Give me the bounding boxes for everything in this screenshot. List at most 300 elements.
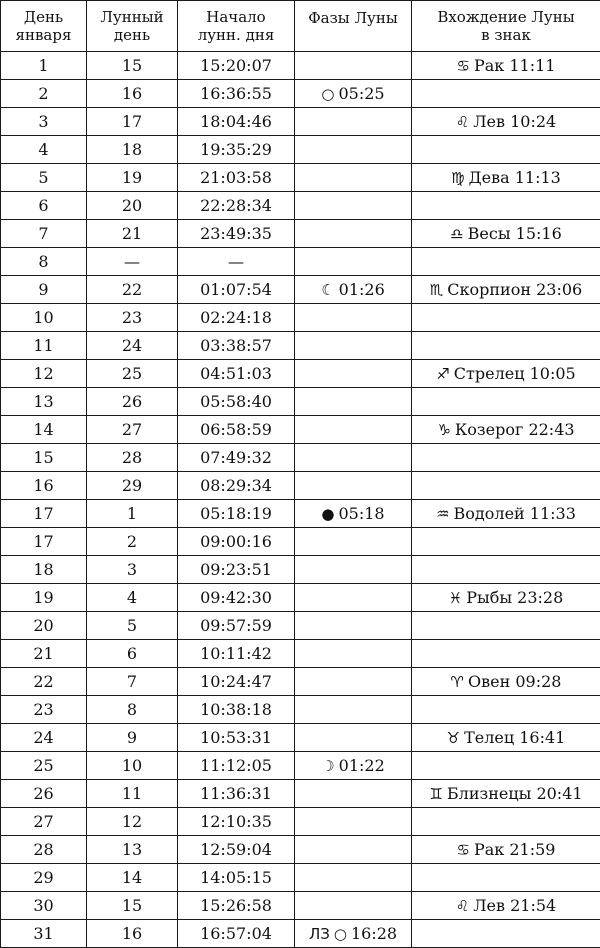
day-value: 11	[33, 336, 53, 355]
cell-start	[178, 696, 295, 724]
cell-day	[1, 640, 87, 668]
table-row	[1, 528, 600, 556]
header-lunar-day	[87, 1, 178, 52]
start-time-value: 12:59:04	[200, 840, 272, 859]
lunar-day-value: 15	[122, 896, 142, 915]
cell-day	[1, 80, 87, 108]
cell-start	[178, 220, 295, 248]
zodiac-icon: ♌	[456, 897, 469, 915]
cell-lunar-day	[87, 360, 178, 388]
start-time-value: 23:49:35	[200, 224, 272, 243]
cell-start	[178, 248, 295, 276]
cell-start	[178, 164, 295, 192]
lunar-day-value: 12	[122, 812, 142, 831]
header-start	[178, 1, 295, 52]
lunar-day-value: 5	[127, 616, 137, 635]
cell-day	[1, 276, 87, 304]
table-row	[1, 696, 600, 724]
cell-lunar-day	[87, 920, 178, 948]
cell-lunar-day	[87, 304, 178, 332]
sign-entry-value: Козерог 22:43	[455, 420, 575, 439]
table-row	[1, 612, 600, 640]
start-time-value: 10:24:47	[200, 672, 272, 691]
cell-start	[178, 108, 295, 136]
header-phase-label: Фазы Луны	[295, 9, 411, 27]
sign-entry-value: Телец 16:41	[464, 728, 565, 747]
day-value: 21	[33, 644, 53, 663]
start-time-value: 16:57:04	[200, 924, 272, 943]
cell-lunar-day	[87, 556, 178, 584]
lunar-day-value: 4	[127, 588, 137, 607]
phase-prefix: ЛЗ	[309, 925, 330, 943]
cell-sign	[412, 892, 600, 920]
cell-day	[1, 248, 87, 276]
lunar-day-value: 24	[122, 336, 142, 355]
start-time-value: 21:03:58	[200, 168, 272, 187]
cell-day	[1, 136, 87, 164]
cell-sign	[412, 752, 600, 780]
cell-start	[178, 304, 295, 332]
table-row	[1, 360, 600, 388]
table-row	[1, 920, 600, 948]
cell-sign	[412, 80, 600, 108]
lunar-day-value: 13	[122, 840, 142, 859]
table-row	[1, 164, 600, 192]
cell-phase	[295, 192, 412, 220]
cell-start	[178, 360, 295, 388]
cell-start	[178, 612, 295, 640]
lunar-day-value: —	[124, 252, 140, 271]
cell-sign	[412, 724, 600, 752]
table-row	[1, 724, 600, 752]
table-row	[1, 136, 600, 164]
cell-day	[1, 220, 87, 248]
day-value: 10	[33, 308, 53, 327]
lunar-day-value: 16	[122, 84, 142, 103]
cell-lunar-day	[87, 892, 178, 920]
start-time-value: 19:35:29	[200, 140, 272, 159]
cell-start	[178, 388, 295, 416]
cell-sign	[412, 864, 600, 892]
lunar-day-value: 14	[122, 868, 142, 887]
cell-lunar-day	[87, 696, 178, 724]
table-row	[1, 52, 600, 80]
lunar-day-value: 22	[122, 280, 142, 299]
header-day	[1, 1, 87, 52]
lunar-day-value: 18	[122, 140, 142, 159]
cell-day	[1, 668, 87, 696]
zodiac-icon: ♋	[457, 57, 470, 75]
cell-start	[178, 80, 295, 108]
day-value: 18	[33, 560, 53, 579]
start-time-value: 04:51:03	[200, 364, 272, 383]
lunar-day-value: 2	[127, 532, 137, 551]
cell-start	[178, 52, 295, 80]
start-time-value: 05:58:40	[200, 392, 272, 411]
cell-day	[1, 388, 87, 416]
lunar-day-value: 20	[122, 196, 142, 215]
day-value: 20	[33, 616, 53, 635]
cell-lunar-day	[87, 528, 178, 556]
lunar-day-value: 8	[127, 700, 137, 719]
header-day-line2: января	[1, 26, 86, 44]
lunar-day-value: 16	[122, 924, 142, 943]
zodiac-icon: ♌	[456, 113, 469, 131]
day-value: 12	[33, 364, 53, 383]
cell-sign	[412, 388, 600, 416]
sign-entry-value: Стрелец 10:05	[454, 364, 576, 383]
cell-phase	[295, 752, 412, 780]
lunar-day-value: 1	[127, 504, 137, 523]
cell-lunar-day	[87, 388, 178, 416]
cell-phase	[295, 612, 412, 640]
cell-lunar-day	[87, 836, 178, 864]
cell-lunar-day	[87, 248, 178, 276]
cell-lunar-day	[87, 584, 178, 612]
cell-phase	[295, 892, 412, 920]
header-lunar-line2: день	[87, 26, 177, 44]
cell-sign	[412, 780, 600, 808]
start-time-value: 15:20:07	[200, 56, 272, 75]
lunar-day-value: 21	[122, 224, 142, 243]
phase-time-value: 16:28	[351, 924, 397, 943]
cell-start	[178, 892, 295, 920]
cell-start	[178, 640, 295, 668]
cell-phase	[295, 444, 412, 472]
table-row	[1, 332, 600, 360]
header-sign-line2: в знак	[412, 26, 600, 44]
lunar-day-value: 25	[122, 364, 142, 383]
moon-phase-icon: ○	[321, 85, 334, 103]
cell-day	[1, 696, 87, 724]
cell-start	[178, 332, 295, 360]
day-value: 3	[38, 112, 48, 131]
cell-day	[1, 556, 87, 584]
header-day-line1: День	[1, 8, 86, 26]
cell-phase	[295, 360, 412, 388]
cell-start	[178, 724, 295, 752]
cell-lunar-day	[87, 192, 178, 220]
cell-day	[1, 360, 87, 388]
start-time-value: 05:18:19	[200, 504, 272, 523]
cell-lunar-day	[87, 276, 178, 304]
cell-day	[1, 164, 87, 192]
cell-day	[1, 808, 87, 836]
table-row	[1, 556, 600, 584]
table-row	[1, 752, 600, 780]
table-header	[1, 1, 600, 52]
day-value: 22	[33, 672, 53, 691]
day-value: 9	[38, 280, 48, 299]
zodiac-icon: ♍	[451, 169, 464, 187]
sign-entry-value: Рак 21:59	[474, 840, 556, 859]
cell-start	[178, 136, 295, 164]
cell-start	[178, 808, 295, 836]
table-row	[1, 388, 600, 416]
cell-day	[1, 192, 87, 220]
cell-lunar-day	[87, 416, 178, 444]
cell-phase	[295, 52, 412, 80]
zodiac-icon: ♏	[430, 281, 443, 299]
cell-lunar-day	[87, 444, 178, 472]
day-value: 13	[33, 392, 53, 411]
cell-day	[1, 836, 87, 864]
cell-phase	[295, 864, 412, 892]
cell-lunar-day	[87, 640, 178, 668]
table-row	[1, 192, 600, 220]
sign-entry-value: Рак 11:11	[474, 56, 556, 75]
zodiac-icon: ♋	[457, 841, 470, 859]
table-row	[1, 892, 600, 920]
cell-sign	[412, 472, 600, 500]
cell-lunar-day	[87, 668, 178, 696]
cell-sign	[412, 332, 600, 360]
table-row	[1, 304, 600, 332]
lunar-day-value: 26	[122, 392, 142, 411]
day-value: 25	[33, 756, 53, 775]
start-time-value: 22:28:34	[200, 196, 272, 215]
cell-lunar-day	[87, 724, 178, 752]
table-row	[1, 276, 600, 304]
cell-start	[178, 276, 295, 304]
sign-entry-value: Водолей 11:33	[454, 504, 576, 523]
day-value: 4	[38, 140, 48, 159]
day-value: 29	[33, 868, 53, 887]
lunar-day-value: 28	[122, 448, 142, 467]
cell-sign	[412, 136, 600, 164]
lunar-day-value: 27	[122, 420, 142, 439]
cell-sign	[412, 248, 600, 276]
cell-sign	[412, 500, 600, 528]
cell-day	[1, 444, 87, 472]
table-row	[1, 668, 600, 696]
start-time-value: 10:38:18	[200, 700, 272, 719]
lunar-day-value: 19	[122, 168, 142, 187]
cell-sign	[412, 444, 600, 472]
moon-phase-icon: ○	[334, 925, 347, 943]
start-time-value: 08:29:34	[200, 476, 272, 495]
cell-day	[1, 108, 87, 136]
moon-phase-icon: ●	[321, 505, 334, 523]
cell-sign	[412, 108, 600, 136]
cell-day	[1, 612, 87, 640]
phase-time-value: 05:18	[338, 504, 384, 523]
day-value: 16	[33, 476, 53, 495]
cell-day	[1, 752, 87, 780]
cell-day	[1, 304, 87, 332]
sign-entry-value: Весы 15:16	[468, 224, 562, 243]
cell-sign	[412, 836, 600, 864]
lunar-day-value: 17	[122, 112, 142, 131]
cell-day	[1, 584, 87, 612]
cell-phase	[295, 780, 412, 808]
cell-start	[178, 584, 295, 612]
table-row	[1, 808, 600, 836]
cell-sign	[412, 52, 600, 80]
cell-lunar-day	[87, 52, 178, 80]
cell-phase	[295, 668, 412, 696]
cell-day	[1, 920, 87, 948]
cell-lunar-day	[87, 864, 178, 892]
sign-entry-value: Близнецы 20:41	[447, 784, 583, 803]
cell-day	[1, 52, 87, 80]
cell-start	[178, 780, 295, 808]
table-row	[1, 472, 600, 500]
cell-lunar-day	[87, 752, 178, 780]
cell-phase	[295, 640, 412, 668]
cell-phase	[295, 304, 412, 332]
day-value: 23	[33, 700, 53, 719]
start-time-value: 18:04:46	[200, 112, 272, 131]
cell-day	[1, 528, 87, 556]
table-body	[1, 52, 600, 948]
cell-sign	[412, 304, 600, 332]
table-row	[1, 864, 600, 892]
lunar-day-value: 15	[122, 56, 142, 75]
lunar-day-value: 29	[122, 476, 142, 495]
table-row	[1, 248, 600, 276]
start-time-value: 14:05:15	[200, 868, 272, 887]
sign-entry-value: Рыбы 23:28	[466, 588, 563, 607]
phase-time-value: 01:26	[339, 280, 385, 299]
table-row	[1, 220, 600, 248]
cell-sign	[412, 276, 600, 304]
cell-sign	[412, 360, 600, 388]
table-row	[1, 780, 600, 808]
start-time-value: 07:49:32	[200, 448, 272, 467]
cell-sign	[412, 220, 600, 248]
phase-time-value: 05:25	[338, 84, 384, 103]
start-time-value: 02:24:18	[200, 308, 272, 327]
start-time-value: 09:57:59	[200, 616, 272, 635]
table-row	[1, 80, 600, 108]
cell-phase	[295, 248, 412, 276]
table-row	[1, 108, 600, 136]
cell-start	[178, 668, 295, 696]
day-value: 15	[33, 448, 53, 467]
cell-lunar-day	[87, 164, 178, 192]
start-time-value: 01:07:54	[200, 280, 272, 299]
cell-start	[178, 444, 295, 472]
sign-entry-value: Дева 11:13	[469, 168, 561, 187]
sign-entry-value: Лев 21:54	[473, 896, 556, 915]
cell-phase	[295, 220, 412, 248]
lunar-day-value: 9	[127, 728, 137, 747]
lunar-day-value: 23	[122, 308, 142, 327]
day-value: 26	[33, 784, 53, 803]
cell-lunar-day	[87, 808, 178, 836]
cell-start	[178, 864, 295, 892]
cell-phase	[295, 500, 412, 528]
lunar-day-value: 3	[127, 560, 137, 579]
cell-phase	[295, 584, 412, 612]
day-value: 28	[33, 840, 53, 859]
lunar-day-value: 7	[127, 672, 137, 691]
cell-lunar-day	[87, 472, 178, 500]
cell-lunar-day	[87, 80, 178, 108]
header-start-line2: лунн. дня	[178, 26, 294, 44]
start-time-value: 11:36:31	[200, 784, 272, 803]
cell-day	[1, 500, 87, 528]
day-value: 19	[33, 588, 53, 607]
day-value: 7	[38, 224, 48, 243]
zodiac-icon: ♓	[449, 589, 462, 607]
cell-day	[1, 332, 87, 360]
cell-sign	[412, 584, 600, 612]
day-value: 14	[33, 420, 53, 439]
cell-sign	[412, 612, 600, 640]
day-value: 8	[38, 252, 48, 271]
start-time-value: 10:53:31	[200, 728, 272, 747]
cell-phase	[295, 808, 412, 836]
day-value: 24	[33, 728, 53, 747]
day-value: 17	[33, 504, 53, 523]
cell-start	[178, 836, 295, 864]
cell-day	[1, 724, 87, 752]
cell-day	[1, 780, 87, 808]
cell-sign	[412, 640, 600, 668]
cell-phase	[295, 528, 412, 556]
cell-day	[1, 472, 87, 500]
zodiac-icon: ♈	[451, 673, 464, 691]
sign-entry-value: Овен 09:28	[468, 672, 561, 691]
start-time-value: 16:36:55	[200, 84, 272, 103]
cell-sign	[412, 920, 600, 948]
lunar-day-value: 11	[122, 784, 142, 803]
start-time-value: 09:42:30	[200, 588, 272, 607]
cell-sign	[412, 528, 600, 556]
start-time-value: —	[228, 252, 244, 271]
cell-lunar-day	[87, 332, 178, 360]
moon-phase-icon: ☽	[321, 757, 334, 775]
cell-lunar-day	[87, 780, 178, 808]
cell-sign	[412, 416, 600, 444]
start-time-value: 06:58:59	[200, 420, 272, 439]
cell-lunar-day	[87, 220, 178, 248]
cell-sign	[412, 192, 600, 220]
day-value: 1	[38, 56, 48, 75]
cell-sign	[412, 556, 600, 584]
zodiac-icon: ♑	[437, 421, 450, 439]
day-value: 31	[33, 924, 53, 943]
cell-phase	[295, 556, 412, 584]
table-row	[1, 584, 600, 612]
header-start-line1: Начало	[178, 8, 294, 26]
cell-lunar-day	[87, 612, 178, 640]
header-phase	[295, 1, 412, 52]
moon-phase-icon: ☾	[321, 281, 334, 299]
start-time-value: 03:38:57	[200, 336, 272, 355]
cell-phase	[295, 724, 412, 752]
cell-phase	[295, 108, 412, 136]
zodiac-icon: ♉	[447, 729, 460, 747]
cell-phase	[295, 80, 412, 108]
cell-day	[1, 892, 87, 920]
table-row	[1, 500, 600, 528]
cell-start	[178, 528, 295, 556]
start-time-value: 11:12:05	[200, 756, 272, 775]
cell-phase	[295, 472, 412, 500]
zodiac-icon: ♎	[450, 225, 463, 243]
cell-start	[178, 556, 295, 584]
cell-start	[178, 472, 295, 500]
cell-start	[178, 192, 295, 220]
start-time-value: 09:00:16	[200, 532, 272, 551]
start-time-value: 09:23:51	[200, 560, 272, 579]
lunar-day-value: 6	[127, 644, 137, 663]
sign-entry-value: Скорпион 23:06	[447, 280, 582, 299]
cell-phase	[295, 696, 412, 724]
